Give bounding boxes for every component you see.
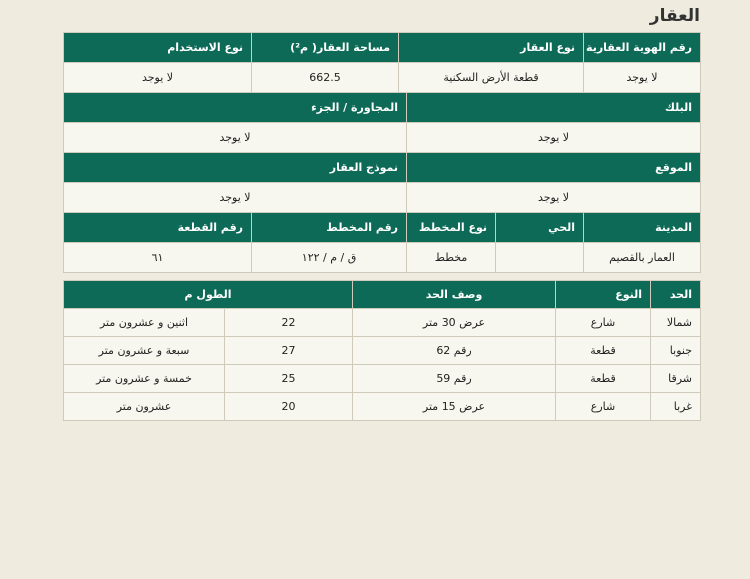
boundary-description: رقم 59	[353, 365, 556, 393]
plan-type-header: نوع المخطط	[407, 213, 496, 243]
location-value: لا يوجد	[407, 183, 701, 213]
plan-number-value: ق / م / ١٢٢	[252, 243, 407, 273]
location-header: الموقع	[407, 153, 701, 183]
usage-type-value: لا يوجد	[64, 63, 252, 93]
section-header-row	[64, 93, 701, 123]
boundaries-header-row	[64, 281, 701, 309]
boundary-length: 27	[225, 337, 353, 365]
city-value: العمار بالقصيم	[584, 243, 701, 273]
boundary-description: عرض 15 متر	[353, 393, 556, 421]
plot-number-header: رقم القطعة	[64, 213, 252, 243]
neighborhood-part-header: المجاورة / الجزء	[64, 93, 407, 123]
section-value-row	[64, 123, 701, 153]
boundary-type: قطعة	[556, 337, 651, 365]
boundary-description: عرض 30 متر	[353, 309, 556, 337]
plan-number-header: رقم المخطط	[252, 213, 407, 243]
plan-type-value: مخطط	[407, 243, 496, 273]
block-value: لا يوجد	[407, 123, 701, 153]
boundary-direction: شرقا	[651, 365, 701, 393]
table-row	[64, 337, 701, 365]
boundary-length: 22	[225, 309, 353, 337]
boundary-length: 25	[225, 365, 353, 393]
section-value-row	[64, 63, 701, 93]
section-header-row	[64, 33, 701, 63]
section-header-row	[64, 213, 701, 243]
boundary-length-words: خمسة و عشرون متر	[64, 365, 225, 393]
boundary-length-words: سبعة و عشرون متر	[64, 337, 225, 365]
property-model-value: لا يوجد	[64, 183, 407, 213]
table-row	[64, 365, 701, 393]
boundary-length-words: عشرون متر	[64, 393, 225, 421]
property-id-value: لا يوجد	[584, 63, 701, 93]
boundary-description-header: وصف الحد	[353, 281, 556, 309]
length-header: الطول م	[64, 281, 353, 309]
district-header: الحي	[496, 213, 584, 243]
section-value-row	[64, 243, 701, 273]
boundary-direction: شمالا	[651, 309, 701, 337]
section-value-row	[64, 183, 701, 213]
table-row	[64, 393, 701, 421]
city-header: المدينة	[584, 213, 701, 243]
neighborhood-part-value: لا يوجد	[64, 123, 407, 153]
usage-type-header: نوع الاستخدام	[64, 33, 252, 63]
boundary-length: 20	[225, 393, 353, 421]
boundary-description: رقم 62	[353, 337, 556, 365]
boundary-type-header: النوع	[556, 281, 651, 309]
page-title: العقار	[649, 6, 700, 26]
boundary-type: شارع	[556, 393, 651, 421]
property-id-header: رقم الهوية العقارية	[584, 33, 701, 63]
boundary-header: الحد	[651, 281, 701, 309]
block-header: البلك	[407, 93, 701, 123]
plot-number-value: ٦١	[64, 243, 252, 273]
section-header-row	[64, 153, 701, 183]
boundaries-table	[63, 280, 701, 421]
property-details-table	[63, 32, 701, 273]
table-row	[64, 309, 701, 337]
property-area-header: مساحة العقار( م²)	[252, 33, 399, 63]
boundary-direction: غربا	[651, 393, 701, 421]
boundary-type: قطعة	[556, 365, 651, 393]
district-value	[496, 243, 584, 273]
property-model-header: نموذج العقار	[64, 153, 407, 183]
boundary-direction: جنوبا	[651, 337, 701, 365]
property-area-value: 662.5	[252, 63, 399, 93]
property-type-value: قطعة الأرض السكنية	[399, 63, 584, 93]
boundary-length-words: اثنين و عشرون متر	[64, 309, 225, 337]
property-type-header: نوع العقار	[399, 33, 584, 63]
boundary-type: شارع	[556, 309, 651, 337]
